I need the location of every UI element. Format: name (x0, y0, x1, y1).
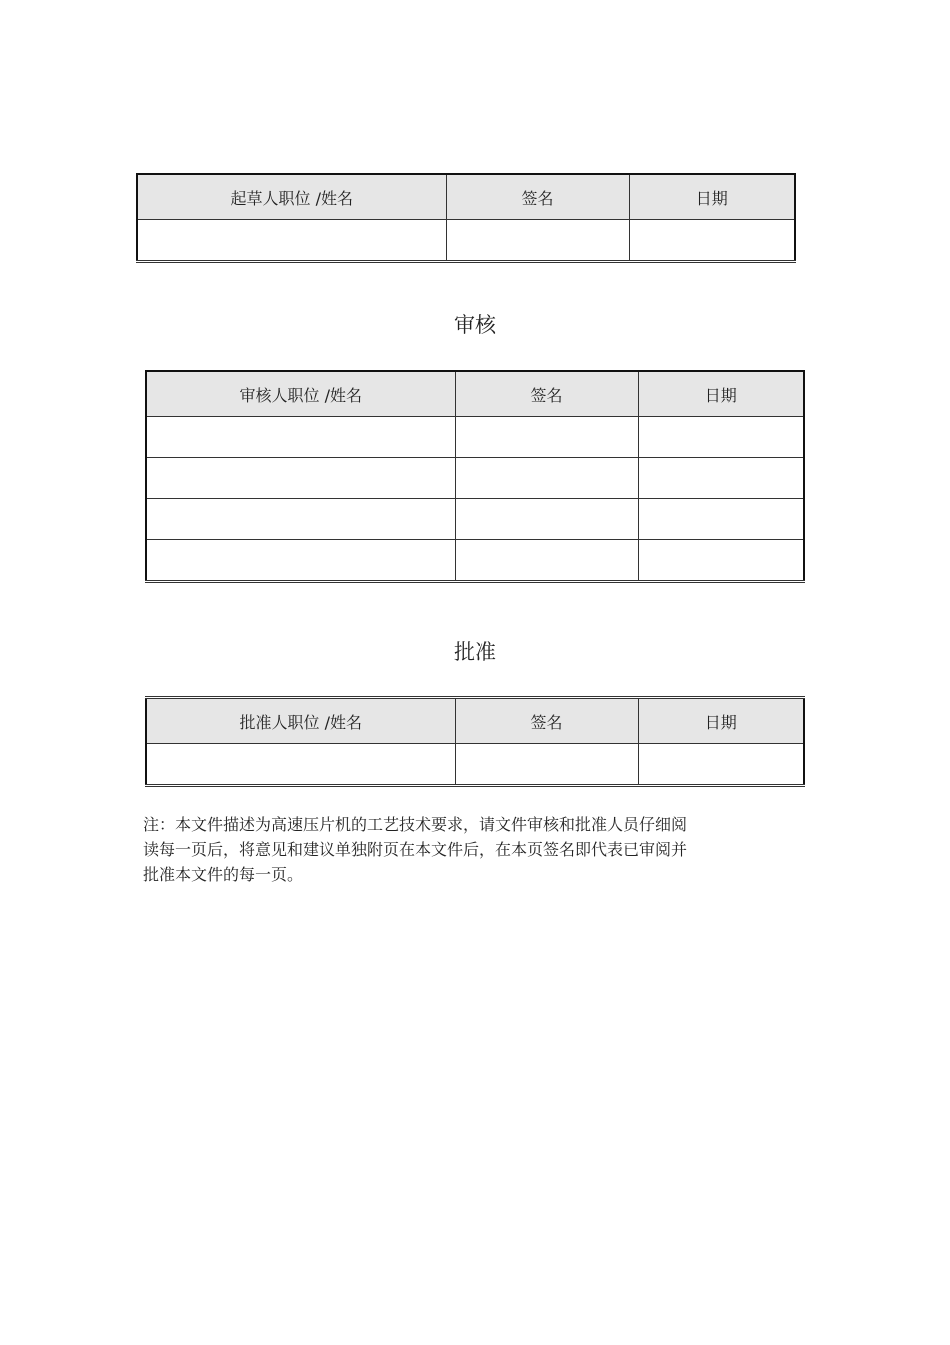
approver-position-name-cell[interactable] (146, 744, 455, 786)
reviewer-date-cell[interactable] (638, 417, 804, 458)
approver-signature-header: 签名 (455, 698, 638, 744)
reviewer-signature-cell[interactable] (455, 417, 638, 458)
drafter-table-header-row (137, 174, 795, 220)
drafter-date-header: 日期 (629, 174, 795, 220)
reviewer-date-cell[interactable] (638, 540, 804, 582)
review-table (145, 370, 805, 583)
drafter-position-name-cell[interactable] (137, 220, 446, 262)
reviewer-date-cell[interactable] (638, 499, 804, 540)
drafter-table (136, 173, 796, 263)
approval-table (145, 696, 805, 787)
note-paragraph (143, 812, 763, 887)
drafter-date-cell[interactable] (629, 220, 795, 262)
review-table-row (146, 499, 804, 540)
reviewer-signature-cell[interactable] (455, 458, 638, 499)
drafter-position-name-header: 起草人职位 /姓名 (137, 174, 446, 220)
approver-position-name-header: 批准人职位 /姓名 (146, 698, 455, 744)
review-table-header-row (146, 371, 804, 417)
approver-date-header: 日期 (638, 698, 804, 744)
approval-section-title: 批准 (454, 640, 496, 664)
note-line: 批准本文件的每一页。 (143, 865, 304, 884)
reviewer-date-header: 日期 (638, 371, 804, 417)
drafter-signature-header: 签名 (446, 174, 629, 220)
reviewer-signature-cell[interactable] (455, 499, 638, 540)
reviewer-date-cell[interactable] (638, 458, 804, 499)
reviewer-signature-cell[interactable] (455, 540, 638, 582)
approver-signature-cell[interactable] (455, 744, 638, 786)
approver-date-cell[interactable] (638, 744, 804, 786)
note-line: 读每一页后，将意见和建议单独附页在本文件后，在本页签名即代表已审阅并 (143, 840, 688, 859)
reviewer-position-name-cell[interactable] (146, 499, 455, 540)
reviewer-signature-header: 签名 (455, 371, 638, 417)
reviewer-position-name-cell[interactable] (146, 540, 455, 582)
review-table-row (146, 417, 804, 458)
review-table-row (146, 458, 804, 499)
note-line: 注：本文件描述为高速压片机的工艺技术要求，请文件审核和批准人员仔细阅 (143, 815, 688, 834)
review-table-row (146, 540, 804, 582)
drafter-signature-cell[interactable] (446, 220, 629, 262)
reviewer-position-name-cell[interactable] (146, 458, 455, 499)
reviewer-position-name-cell[interactable] (146, 417, 455, 458)
approval-table-row (146, 744, 804, 786)
approval-table-header-row (146, 698, 804, 744)
review-section-title: 审核 (454, 313, 496, 337)
reviewer-position-name-header: 审核人职位 /姓名 (146, 371, 455, 417)
drafter-table-row (137, 220, 795, 262)
